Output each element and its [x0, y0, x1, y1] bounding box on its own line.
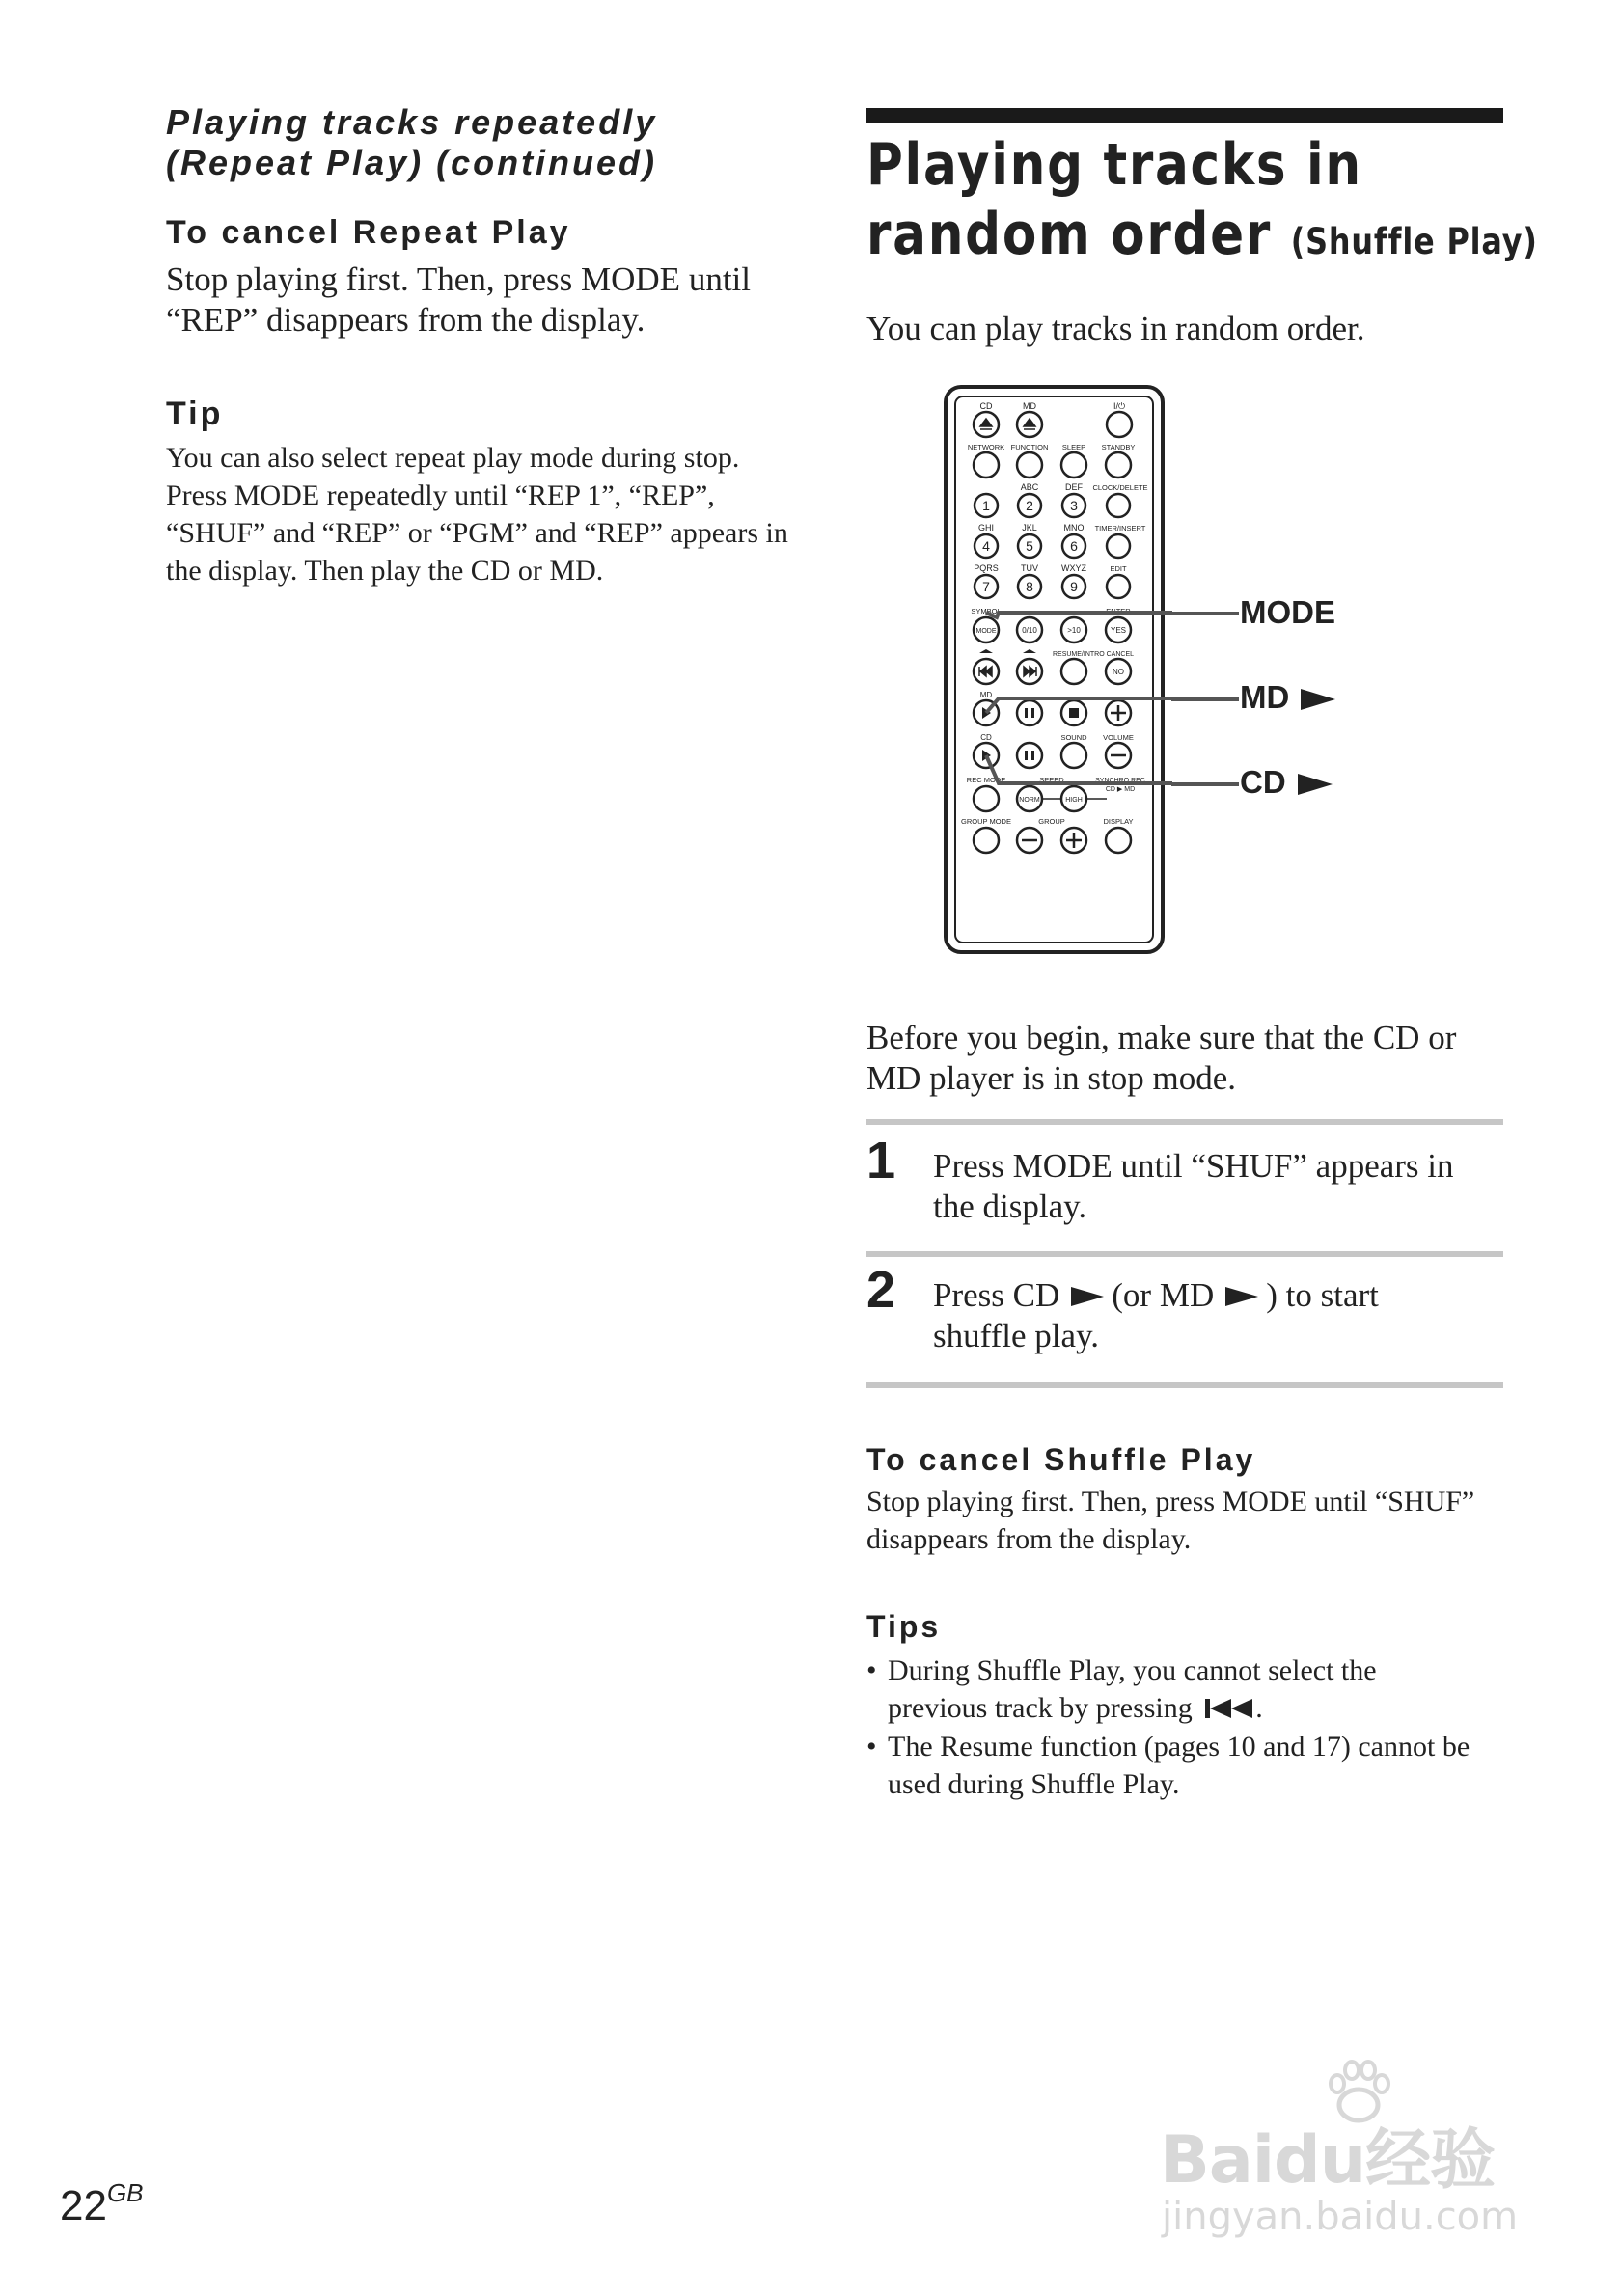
sound-button — [1061, 743, 1086, 768]
step-2-part-d: shuffle play. — [933, 1317, 1100, 1354]
button-4-label: 4 — [982, 538, 990, 554]
intro-text: You can play tracks in random order. — [866, 310, 1365, 347]
label-group: GROUP — [1038, 817, 1065, 826]
label-synchro-rec: SYNCHRO REC — [1095, 778, 1145, 784]
display-button — [1106, 828, 1131, 853]
tip-1-line-a: During Shuffle Play, you cannot select the — [888, 1654, 1377, 1686]
label-md-play: MD — [979, 691, 993, 699]
label-symbol: SYMBOL — [971, 607, 1002, 615]
page-number — [60, 2178, 144, 2230]
power-button — [1107, 412, 1132, 437]
high-button-label: HIGH — [1065, 797, 1083, 804]
button-gt10-label: >10 — [1067, 626, 1081, 635]
page-number-value: 22 — [60, 2182, 107, 2229]
timer-insert-button — [1107, 534, 1130, 558]
label-sound: SOUND — [1060, 733, 1087, 742]
remote-control-illustration — [941, 384, 1172, 957]
label-enter: ENTER — [1106, 607, 1131, 615]
rec-mode-button — [974, 786, 999, 811]
label-standby: STANDBY — [1101, 443, 1136, 451]
stop-icon — [1069, 708, 1079, 718]
button-9-label: 9 — [1070, 579, 1078, 594]
label-pqrs: PQRS — [974, 563, 999, 573]
heading-line-2: (Repeat Play) (continued) — [166, 143, 658, 182]
step-1-number: 1 — [866, 1132, 896, 1189]
before-begin-text: Before you begin, make sure that the CD or MD player is in stop mode. — [866, 1019, 1457, 1097]
yes-button-label: YES — [1110, 626, 1127, 635]
callout-cd-label: CD — [1240, 764, 1286, 800]
label-md-eject: MD — [1023, 401, 1036, 411]
button-1-label: 1 — [982, 498, 990, 513]
mode-callout-line-ext — [1171, 612, 1239, 615]
label-wxyz: WXYZ — [1061, 563, 1086, 573]
label-abc: ABC — [1020, 482, 1039, 492]
cd-callout-line-ext — [1171, 782, 1239, 786]
heading-line-1: Playing tracks repeatedly — [166, 102, 658, 142]
label-cd-to-md: CD ▶ MD — [1105, 786, 1136, 793]
tip-1-line-b: previous track by pressing — [888, 1692, 1193, 1724]
label-clock-delete: CLOCK/DELETE — [1092, 483, 1148, 492]
tip-item-2: • The Resume function (pages 10 and 17) cannot be used during Shuffle Play. — [866, 1728, 1503, 1803]
label-resume-intro-cancel: RESUME/INTRO CANCEL — [1052, 651, 1135, 658]
tip-heading: Tip — [166, 396, 224, 432]
label-sleep: SLEEP — [1061, 443, 1086, 451]
cancel-repeat-heading: To cancel Repeat Play — [166, 214, 571, 251]
tips-list — [866, 1652, 1503, 1803]
tip-item-1: • During Shuffle Play, you cannot select the previous track by pressing . — [866, 1652, 1503, 1727]
label-function: FUNCTION — [1010, 443, 1049, 451]
pause-icon — [1025, 751, 1028, 760]
label-speed: SPEED — [1039, 776, 1064, 784]
step-rule-middle — [866, 1251, 1503, 1257]
cancel-repeat-text: Stop playing first. Then, press MODE until “REP” disappears from the display. — [166, 260, 751, 339]
mode-button-label: MODE — [975, 628, 997, 635]
function-button — [1017, 452, 1042, 478]
standby-button — [1106, 452, 1131, 478]
button-8-label: 8 — [1026, 579, 1033, 594]
previous-track-icon — [1205, 1698, 1255, 1719]
cd-pause-button — [1017, 743, 1042, 768]
step-2-part-a: Press CD — [933, 1276, 1060, 1314]
resume-intro-button — [1061, 659, 1086, 684]
label-cd-play: CD — [980, 733, 992, 742]
step-2-text — [933, 1275, 1502, 1356]
step-2-part-b: (or MD — [1112, 1276, 1215, 1314]
cancel-shuffle-text: Stop playing first. Then, press MODE until “SHUF” disappears from the display. — [866, 1486, 1475, 1555]
network-button — [974, 452, 999, 478]
label-ghi: GHI — [977, 523, 995, 533]
watermark-logo: Baidu经验 — [1160, 2122, 1496, 2199]
play-icon — [1071, 1287, 1104, 1306]
pause-icon — [1025, 708, 1028, 718]
label-def: DEF — [1065, 482, 1083, 492]
step-2-number: 2 — [866, 1261, 896, 1319]
button-3-label: 3 — [1070, 498, 1078, 513]
label-power: I/⏻ — [1113, 401, 1126, 411]
callout-mode: MODE — [1240, 594, 1335, 630]
callout-md-label: MD — [1240, 679, 1290, 715]
callout-md — [1240, 679, 1335, 716]
step-rule-top — [866, 1119, 1503, 1125]
label-rec-mode: REC MODE — [966, 776, 1006, 784]
page-number-suffix: GB — [106, 2178, 144, 2207]
title-rule — [866, 108, 1503, 123]
clock-delete-button — [1107, 494, 1130, 517]
label-volume: VOLUME — [1103, 733, 1134, 742]
section-heading — [166, 102, 841, 183]
title-line-2-main: random order — [866, 201, 1273, 268]
title-suffix: (Shuffle Play) — [1290, 221, 1538, 262]
play-icon — [1301, 689, 1335, 710]
button-5-label: 5 — [1026, 538, 1033, 554]
label-jkl: JKL — [1022, 523, 1037, 533]
label-network: NETWORK — [967, 443, 1005, 451]
group-mode-button — [974, 828, 999, 853]
title-line-1: Playing tracks in — [866, 131, 1362, 199]
button-0-10-label: 0/10 — [1022, 626, 1037, 635]
tips-heading: Tips — [866, 1609, 942, 1644]
norm-button-label: NORM — [1019, 797, 1040, 804]
label-display: DISPLAY — [1103, 817, 1134, 826]
step-1-text: Press MODE until “SHUF” appears in the display. — [933, 1147, 1454, 1225]
button-7-label: 7 — [982, 579, 990, 594]
label-timer-insert: TIMER/INSERT — [1094, 524, 1146, 533]
label-mno: MNO — [1063, 523, 1085, 533]
label-tuv: TUV — [1021, 563, 1038, 573]
md-callout-line-ext — [1171, 697, 1239, 701]
step-2-part-c: ) to start — [1266, 1276, 1379, 1314]
tip-text: You can also select repeat play mode during stop. Press MODE repeatedly until “REP 1”, “REP”, “SHUF” and “REP” or “PGM” and “REP” appears in the display. Then play the CD or MD. — [166, 442, 788, 587]
label-group-mode: GROUP MODE — [961, 817, 1011, 826]
md-pause-button — [1017, 700, 1042, 725]
title-line-2 — [866, 200, 1538, 277]
play-icon — [1225, 1287, 1258, 1306]
play-icon — [1298, 774, 1333, 795]
button-6-label: 6 — [1070, 538, 1078, 554]
edit-button — [1107, 575, 1130, 598]
label-edit: EDIT — [1110, 564, 1127, 573]
page-title — [866, 130, 1538, 277]
watermark-url: jingyan.baidu.com — [1162, 2195, 1519, 2239]
sleep-button — [1061, 452, 1086, 478]
step-rule-bottom — [866, 1382, 1503, 1388]
label-cd-eject: CD — [979, 401, 993, 411]
callout-cd — [1240, 764, 1333, 801]
no-button-label: NO — [1113, 668, 1124, 676]
cancel-shuffle-heading: To cancel Shuffle Play — [866, 1442, 1256, 1477]
button-2-label: 2 — [1026, 498, 1033, 513]
